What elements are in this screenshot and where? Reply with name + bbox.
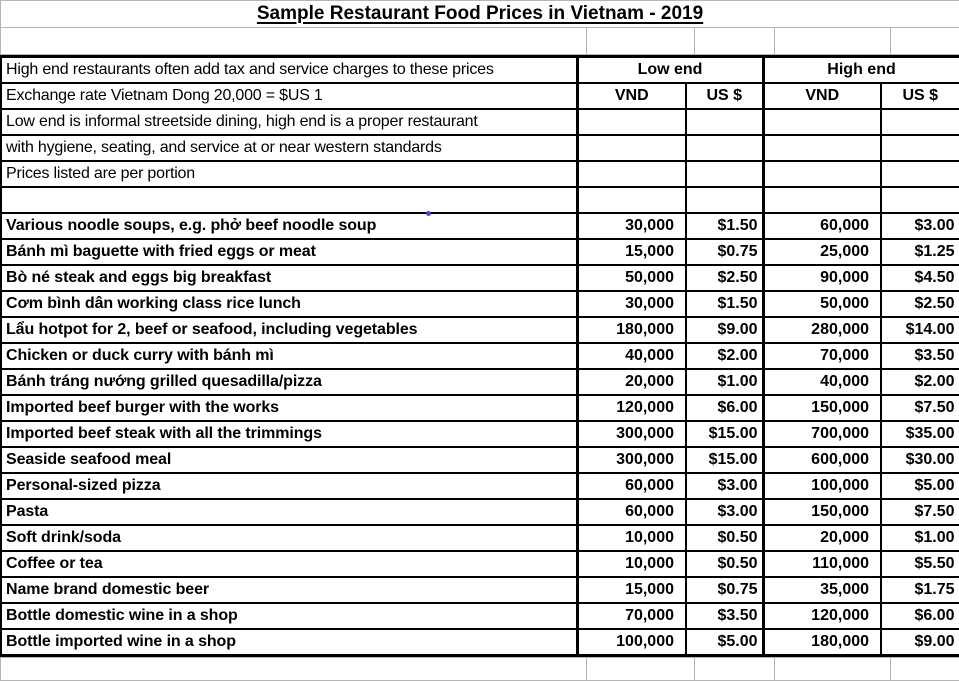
high-vnd-cell: 20,000: [763, 525, 881, 551]
item-name-cell: Bottle imported wine in a shop: [1, 629, 577, 656]
item-name-cell: Bottle domestic wine in a shop: [1, 603, 577, 629]
high-usd-cell: $1.00: [881, 525, 959, 551]
note-cell: High end restaurants often add tax and service charges to these prices: [1, 57, 577, 84]
high-vnd-cell: 150,000: [763, 395, 881, 421]
note-row: [1, 161, 959, 187]
high-vnd-cell: 280,000: [763, 317, 881, 343]
high-vnd-cell: 100,000: [763, 473, 881, 499]
item-name-cell: Lẩu hotpot for 2, beef or seafood, including vegetables: [1, 317, 577, 343]
empty-cell: [881, 135, 959, 161]
low-usd-cell: $6.00: [686, 395, 763, 421]
empty-cell: [881, 161, 959, 187]
empty-cell: [587, 658, 695, 681]
empty-cell: [1, 187, 577, 213]
high-vnd-cell: 600,000: [763, 447, 881, 473]
item-name-cell: Cơm bình dân working class rice lunch: [1, 291, 577, 317]
bottom-spacer-section: [0, 657, 959, 681]
low-vnd-cell: 50,000: [577, 265, 686, 291]
low-vnd-cell: 20,000: [577, 369, 686, 395]
empty-cell: [1, 658, 587, 681]
high-usd-cell: $9.00: [881, 629, 959, 656]
high-usd-cell: $35.00: [881, 421, 959, 447]
high-usd-cell: $1.75: [881, 577, 959, 603]
high-vnd-cell: 180,000: [763, 629, 881, 656]
high-vnd-cell: 70,000: [763, 343, 881, 369]
empty-cell: [686, 135, 763, 161]
low-vnd-header: VND: [577, 83, 686, 109]
item-name-cell: Chicken or duck curry with bánh mì: [1, 343, 577, 369]
empty-cell: [686, 187, 763, 213]
item-row: [1, 291, 959, 317]
title-section: [0, 0, 959, 55]
blank-row: [1, 187, 959, 213]
high-usd-cell: $1.25: [881, 239, 959, 265]
item-name-cell: Bánh tráng nướng grilled quesadilla/pizza: [1, 369, 577, 395]
item-row: [1, 629, 959, 656]
empty-cell: [686, 109, 763, 135]
empty-cell: [891, 28, 959, 55]
low-vnd-cell: 100,000: [577, 629, 686, 656]
item-row: [1, 213, 959, 239]
low-usd-cell: $1.50: [686, 213, 763, 239]
low-usd-cell: $0.75: [686, 239, 763, 265]
empty-cell: [881, 187, 959, 213]
high-usd-cell: $14.00: [881, 317, 959, 343]
stray-dot-icon: [426, 211, 431, 216]
empty-cell: [695, 28, 775, 55]
low-usd-cell: $2.50: [686, 265, 763, 291]
empty-cell: [577, 161, 686, 187]
high-usd-cell: $5.50: [881, 551, 959, 577]
item-name-cell: Bò né steak and eggs big breakfast: [1, 265, 577, 291]
empty-cell: [763, 161, 881, 187]
empty-cell: [577, 135, 686, 161]
item-row: [1, 317, 959, 343]
spacer-row: [1, 28, 959, 55]
empty-cell: [763, 187, 881, 213]
item-row: [1, 499, 959, 525]
empty-cell: [577, 109, 686, 135]
item-row: [1, 239, 959, 265]
empty-cell: [587, 28, 695, 55]
low-usd-header: US $: [686, 83, 763, 109]
low-usd-cell: $1.00: [686, 369, 763, 395]
low-vnd-cell: 40,000: [577, 343, 686, 369]
high-usd-header: US $: [881, 83, 959, 109]
note-row: [1, 109, 959, 135]
low-vnd-cell: 15,000: [577, 577, 686, 603]
item-name-cell: Imported beef steak with all the trimmings: [1, 421, 577, 447]
note-cell: with hygiene, seating, and service at or near western standards: [1, 135, 577, 161]
low-usd-cell: $5.00: [686, 629, 763, 656]
high-usd-cell: $30.00: [881, 447, 959, 473]
low-usd-cell: $0.75: [686, 577, 763, 603]
high-vnd-cell: 700,000: [763, 421, 881, 447]
high-vnd-cell: 120,000: [763, 603, 881, 629]
high-usd-cell: $3.50: [881, 343, 959, 369]
item-name-cell: Name brand domestic beer: [1, 577, 577, 603]
item-name-cell: Pasta: [1, 499, 577, 525]
low-vnd-cell: 10,000: [577, 551, 686, 577]
low-vnd-cell: 60,000: [577, 499, 686, 525]
high-vnd-cell: 90,000: [763, 265, 881, 291]
note-cell: Exchange rate Vietnam Dong 20,000 = $US 1: [1, 83, 577, 109]
low-vnd-cell: 15,000: [577, 239, 686, 265]
item-row: [1, 369, 959, 395]
empty-cell: [763, 135, 881, 161]
low-usd-cell: $0.50: [686, 525, 763, 551]
item-name-cell: Imported beef burger with the works: [1, 395, 577, 421]
item-row: [1, 577, 959, 603]
high-vnd-cell: 60,000: [763, 213, 881, 239]
item-name-cell: Coffee or tea: [1, 551, 577, 577]
item-row: [1, 343, 959, 369]
low-vnd-cell: 30,000: [577, 291, 686, 317]
item-row: [1, 473, 959, 499]
low-vnd-cell: 60,000: [577, 473, 686, 499]
item-row: [1, 395, 959, 421]
high-usd-cell: $5.00: [881, 473, 959, 499]
empty-cell: [1, 28, 587, 55]
empty-cell: [775, 658, 891, 681]
note-row: [1, 135, 959, 161]
empty-cell: [881, 109, 959, 135]
high-usd-cell: $6.00: [881, 603, 959, 629]
high-vnd-header: VND: [763, 83, 881, 109]
item-row: [1, 551, 959, 577]
empty-cell: [577, 187, 686, 213]
item-name-cell: Personal-sized pizza: [1, 473, 577, 499]
low-usd-cell: $9.00: [686, 317, 763, 343]
low-usd-cell: $3.50: [686, 603, 763, 629]
title-row: [1, 1, 959, 28]
low-usd-cell: $15.00: [686, 447, 763, 473]
empty-cell: [686, 161, 763, 187]
high-usd-cell: $3.00: [881, 213, 959, 239]
item-row: [1, 603, 959, 629]
low-usd-cell: $1.50: [686, 291, 763, 317]
item-name-cell: Seaside seafood meal: [1, 447, 577, 473]
low-vnd-cell: 120,000: [577, 395, 686, 421]
spacer-row: [1, 658, 959, 681]
item-row: [1, 525, 959, 551]
title-cell: [1, 1, 959, 28]
item-name-cell: Soft drink/soda: [1, 525, 577, 551]
low-vnd-cell: 70,000: [577, 603, 686, 629]
high-vnd-cell: 25,000: [763, 239, 881, 265]
empty-cell: [891, 658, 959, 681]
note-cell: Low end is informal streetside dining, high end is a proper restaurant: [1, 109, 577, 135]
low-end-header: Low end: [577, 57, 763, 84]
empty-cell: [775, 28, 891, 55]
low-vnd-cell: 300,000: [577, 447, 686, 473]
high-vnd-cell: 110,000: [763, 551, 881, 577]
low-vnd-cell: 30,000: [577, 213, 686, 239]
high-end-header: High end: [763, 57, 959, 84]
high-usd-cell: $7.50: [881, 499, 959, 525]
group-header-row: [1, 57, 959, 84]
low-usd-cell: $2.00: [686, 343, 763, 369]
high-usd-cell: $2.00: [881, 369, 959, 395]
price-table: [0, 55, 959, 657]
low-usd-cell: $3.00: [686, 499, 763, 525]
item-row: [1, 265, 959, 291]
empty-cell: [695, 658, 775, 681]
low-vnd-cell: 10,000: [577, 525, 686, 551]
high-usd-cell: $2.50: [881, 291, 959, 317]
high-usd-cell: $4.50: [881, 265, 959, 291]
item-row: [1, 421, 959, 447]
low-usd-cell: $15.00: [686, 421, 763, 447]
page-title: Sample Restaurant Food Prices in Vietnam - 2019: [256, 3, 704, 24]
high-vnd-cell: 50,000: [763, 291, 881, 317]
high-vnd-cell: 150,000: [763, 499, 881, 525]
low-vnd-cell: 180,000: [577, 317, 686, 343]
currency-header-row: [1, 83, 959, 109]
high-usd-cell: $7.50: [881, 395, 959, 421]
high-vnd-cell: 40,000: [763, 369, 881, 395]
low-usd-cell: $3.00: [686, 473, 763, 499]
item-row: [1, 447, 959, 473]
low-vnd-cell: 300,000: [577, 421, 686, 447]
high-vnd-cell: 35,000: [763, 577, 881, 603]
low-usd-cell: $0.50: [686, 551, 763, 577]
item-name-cell: Various noodle soups, e.g. phở beef noodle soup: [1, 213, 577, 239]
empty-cell: [763, 109, 881, 135]
item-name-cell: Bánh mì baguette with fried eggs or meat: [1, 239, 577, 265]
note-cell: Prices listed are per portion: [1, 161, 577, 187]
